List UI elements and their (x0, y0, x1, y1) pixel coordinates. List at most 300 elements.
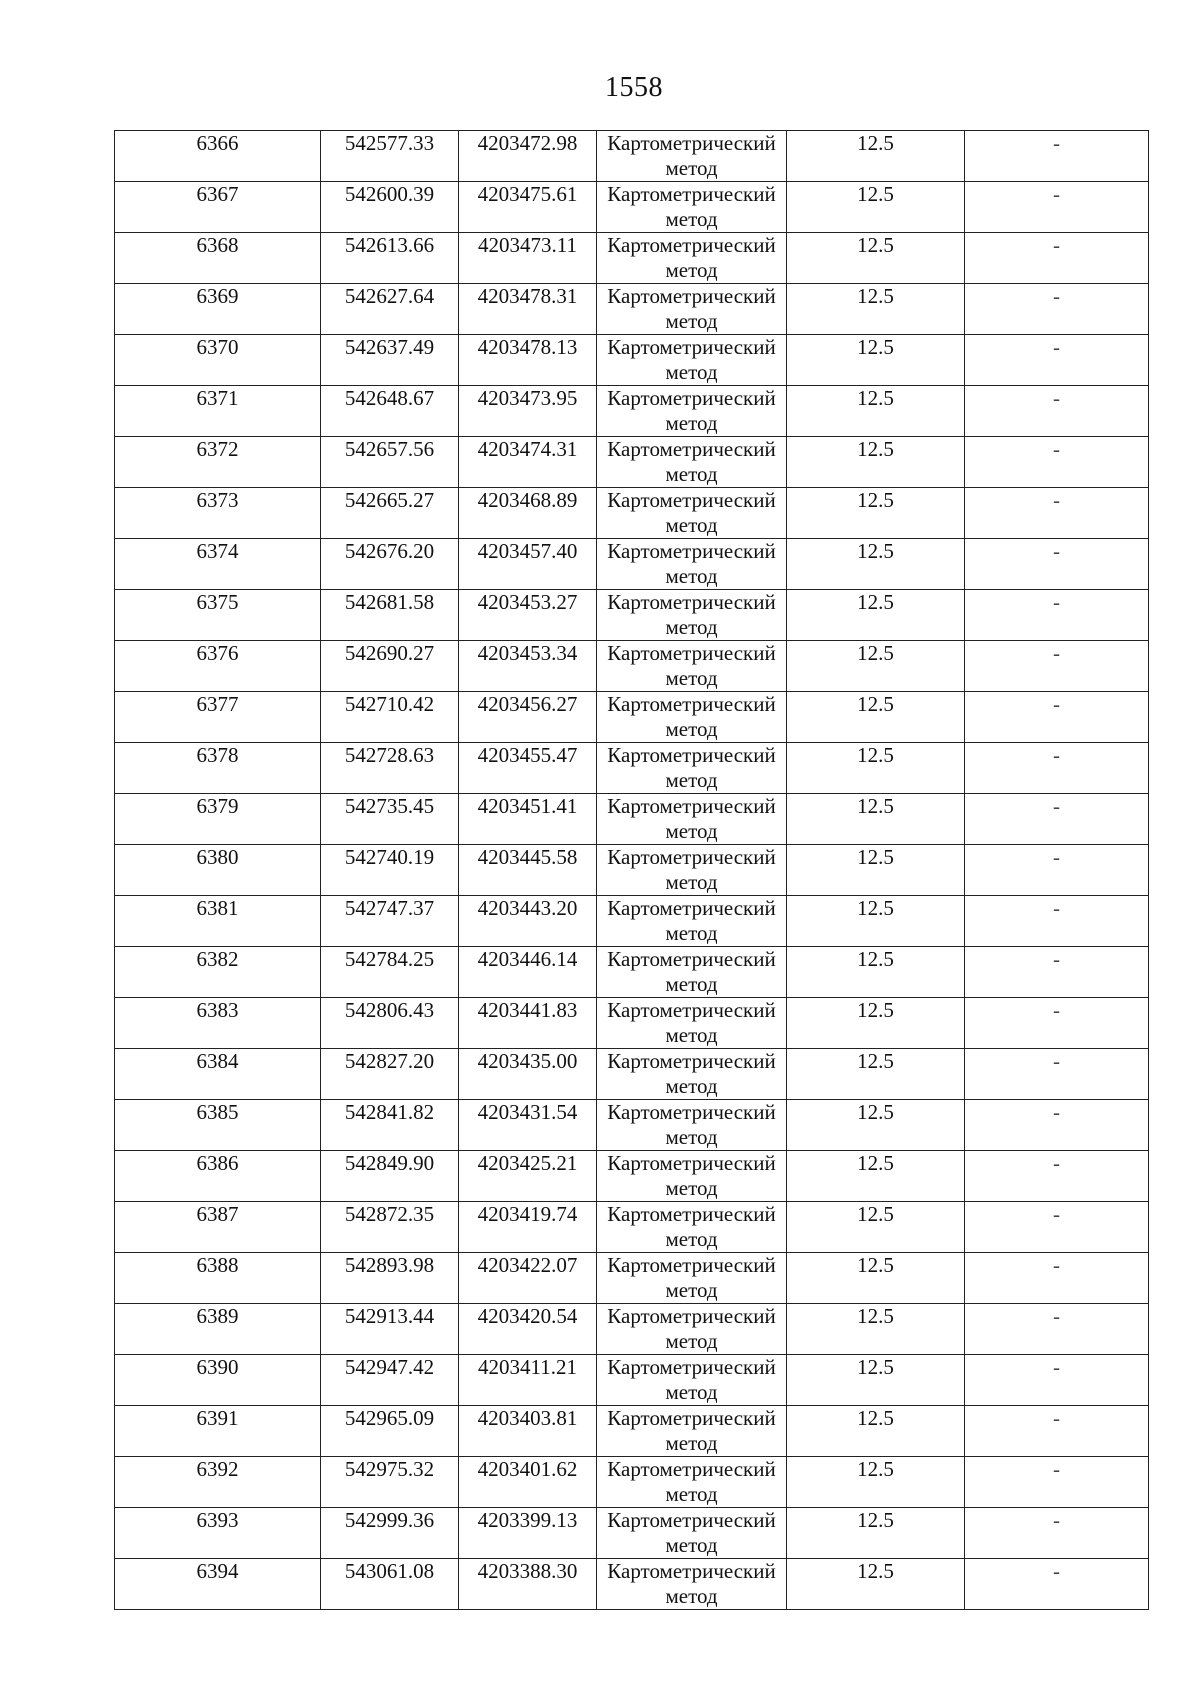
accuracy-text: 12.5 (857, 1559, 894, 1583)
x-coordinate-cell (321, 1406, 459, 1457)
method-text-line2: метод (665, 1023, 718, 1047)
x-coordinate-cell (321, 1151, 459, 1202)
accuracy-cell (787, 437, 965, 488)
accuracy-text: 12.5 (857, 1355, 894, 1379)
y-coordinate-text: 4203441.83 (477, 998, 578, 1022)
table-row (115, 1253, 1149, 1304)
point-number-cell (115, 896, 321, 947)
y-coordinate-text: 4203388.30 (477, 1559, 578, 1583)
method-text-line1: Картометрический (607, 794, 776, 818)
accuracy-cell (787, 1355, 965, 1406)
y-coordinate-text: 4203474.31 (477, 437, 578, 461)
x-coordinate-text: 542965.09 (344, 1406, 435, 1430)
method-text-line1: Картометрический (607, 641, 776, 665)
table-row (115, 641, 1149, 692)
note-text: - (1053, 131, 1060, 155)
x-coordinate-text: 542637.49 (344, 335, 435, 359)
method-text-line2: метод (665, 207, 718, 231)
method-text-line2: метод (665, 1533, 718, 1557)
accuracy-text: 12.5 (857, 794, 894, 818)
point-number-text: 6377 (196, 692, 239, 716)
x-coordinate-text: 542648.67 (344, 386, 435, 410)
method-cell (597, 845, 787, 896)
accuracy-text: 12.5 (857, 896, 894, 920)
y-coordinate-cell (459, 437, 597, 488)
accuracy-cell (787, 1508, 965, 1559)
point-number-cell (115, 437, 321, 488)
x-coordinate-cell (321, 182, 459, 233)
table-row (115, 1559, 1149, 1610)
method-text-line2: метод (665, 258, 718, 282)
point-number-text: 6380 (196, 845, 239, 869)
point-number-cell (115, 1151, 321, 1202)
note-cell (965, 386, 1149, 437)
accuracy-cell (787, 1049, 965, 1100)
y-coordinate-cell (459, 131, 597, 182)
y-coordinate-text: 4203468.89 (477, 488, 578, 512)
note-cell (965, 233, 1149, 284)
accuracy-cell (787, 590, 965, 641)
accuracy-cell (787, 1202, 965, 1253)
table-row (115, 1508, 1149, 1559)
note-text: - (1053, 1508, 1060, 1532)
point-number-text: 6368 (196, 233, 239, 257)
accuracy-cell (787, 1100, 965, 1151)
note-cell (965, 590, 1149, 641)
method-text-line2: метод (665, 1329, 718, 1353)
accuracy-cell (787, 131, 965, 182)
y-coordinate-cell (459, 845, 597, 896)
method-cell (597, 1100, 787, 1151)
note-text: - (1053, 1202, 1060, 1226)
point-number-cell (115, 284, 321, 335)
accuracy-text: 12.5 (857, 845, 894, 869)
method-text-line2: метод (665, 513, 718, 537)
y-coordinate-text: 4203455.47 (477, 743, 578, 767)
x-coordinate-text: 543061.08 (344, 1559, 435, 1583)
x-coordinate-text: 542947.42 (344, 1355, 435, 1379)
method-cell (597, 896, 787, 947)
point-number-text: 6373 (196, 488, 239, 512)
method-text-line2: метод (665, 615, 718, 639)
method-text-line1: Картометрический (607, 1559, 776, 1583)
y-coordinate-text: 4203472.98 (477, 131, 578, 155)
point-number-cell (115, 335, 321, 386)
note-text: - (1053, 1457, 1060, 1481)
table-row (115, 386, 1149, 437)
point-number-text: 6385 (196, 1100, 239, 1124)
y-coordinate-text: 4203473.11 (478, 233, 577, 257)
accuracy-text: 12.5 (857, 1457, 894, 1481)
note-text: - (1053, 1559, 1060, 1583)
note-text: - (1053, 386, 1060, 410)
table-row (115, 845, 1149, 896)
method-text-line1: Картометрический (607, 1355, 776, 1379)
method-cell (597, 284, 787, 335)
note-cell (965, 1508, 1149, 1559)
method-text-line2: метод (665, 1125, 718, 1149)
point-number-text: 6367 (196, 182, 239, 206)
x-coordinate-text: 542999.36 (344, 1508, 435, 1532)
accuracy-cell (787, 743, 965, 794)
accuracy-text: 12.5 (857, 1253, 894, 1277)
table-row (115, 488, 1149, 539)
accuracy-text: 12.5 (857, 1100, 894, 1124)
x-coordinate-text: 542728.63 (344, 743, 435, 767)
method-text-line1: Картометрический (607, 998, 776, 1022)
method-text-line1: Картометрический (607, 590, 776, 614)
x-coordinate-cell (321, 437, 459, 488)
method-text-line1: Картометрический (607, 947, 776, 971)
x-coordinate-text: 542577.33 (344, 131, 435, 155)
point-number-cell (115, 1304, 321, 1355)
method-text-line2: метод (665, 666, 718, 690)
y-coordinate-cell (459, 1049, 597, 1100)
note-cell (965, 998, 1149, 1049)
accuracy-cell (787, 1253, 965, 1304)
accuracy-text: 12.5 (857, 743, 894, 767)
method-text-line1: Картометрический (607, 1253, 776, 1277)
point-number-text: 6391 (196, 1406, 239, 1430)
method-text-line2: метод (665, 156, 718, 180)
method-text-line2: метод (665, 1482, 718, 1506)
method-text-line2: метод (665, 360, 718, 384)
point-number-text: 6390 (196, 1355, 239, 1379)
y-coordinate-text: 4203473.95 (477, 386, 578, 410)
method-text-line1: Картометрический (607, 386, 776, 410)
x-coordinate-cell (321, 335, 459, 386)
x-coordinate-text: 542735.45 (344, 794, 435, 818)
point-number-text: 6370 (196, 335, 239, 359)
point-number-text: 6381 (196, 896, 239, 920)
point-number-cell (115, 488, 321, 539)
accuracy-text: 12.5 (857, 1202, 894, 1226)
point-number-cell (115, 998, 321, 1049)
table-row (115, 1406, 1149, 1457)
method-text-line1: Картометрический (607, 131, 776, 155)
table-row (115, 539, 1149, 590)
method-text-line2: метод (665, 1074, 718, 1098)
method-text-line1: Картометрический (607, 182, 776, 206)
table-row (115, 335, 1149, 386)
accuracy-text: 12.5 (857, 692, 894, 716)
y-coordinate-cell (459, 998, 597, 1049)
accuracy-text: 12.5 (857, 998, 894, 1022)
table-row (115, 437, 1149, 488)
x-coordinate-cell (321, 1355, 459, 1406)
note-text: - (1053, 641, 1060, 665)
method-cell (597, 386, 787, 437)
y-coordinate-text: 4203411.21 (478, 1355, 577, 1379)
point-number-text: 6389 (196, 1304, 239, 1328)
table-row (115, 182, 1149, 233)
accuracy-text: 12.5 (857, 284, 894, 308)
point-number-cell (115, 1100, 321, 1151)
x-coordinate-cell (321, 1457, 459, 1508)
y-coordinate-cell (459, 692, 597, 743)
point-number-cell (115, 641, 321, 692)
y-coordinate-cell (459, 896, 597, 947)
x-coordinate-cell (321, 284, 459, 335)
method-cell (597, 1151, 787, 1202)
accuracy-text: 12.5 (857, 641, 894, 665)
accuracy-text: 12.5 (857, 182, 894, 206)
note-text: - (1053, 1406, 1060, 1430)
method-text-line1: Картометрический (607, 896, 776, 920)
y-coordinate-cell (459, 335, 597, 386)
accuracy-text: 12.5 (857, 437, 894, 461)
y-coordinate-text: 4203419.74 (477, 1202, 578, 1226)
point-number-text: 6383 (196, 998, 239, 1022)
method-text-line1: Картометрический (607, 743, 776, 767)
y-coordinate-text: 4203422.07 (477, 1253, 578, 1277)
method-text-line2: метод (665, 1431, 718, 1455)
x-coordinate-cell (321, 233, 459, 284)
y-coordinate-cell (459, 641, 597, 692)
accuracy-text: 12.5 (857, 1508, 894, 1532)
note-cell (965, 896, 1149, 947)
method-cell (597, 131, 787, 182)
table-row (115, 1355, 1149, 1406)
note-cell (965, 1151, 1149, 1202)
y-coordinate-cell (459, 233, 597, 284)
note-cell (965, 131, 1149, 182)
method-text-line1: Картометрический (607, 1100, 776, 1124)
accuracy-cell (787, 233, 965, 284)
method-text-line1: Картометрический (607, 1304, 776, 1328)
point-number-cell (115, 233, 321, 284)
method-text-line2: метод (665, 768, 718, 792)
x-coordinate-text: 542681.58 (344, 590, 435, 614)
coordinates-table (114, 130, 1149, 1610)
method-cell (597, 437, 787, 488)
note-text: - (1053, 284, 1060, 308)
method-cell (597, 1304, 787, 1355)
point-number-text: 6369 (196, 284, 239, 308)
y-coordinate-text: 4203478.31 (477, 284, 578, 308)
method-text-line2: метод (665, 1176, 718, 1200)
x-coordinate-text: 542975.32 (344, 1457, 435, 1481)
method-text-line1: Картометрический (607, 437, 776, 461)
method-text-line1: Картометрический (607, 335, 776, 359)
y-coordinate-cell (459, 284, 597, 335)
point-number-text: 6375 (196, 590, 239, 614)
note-cell (965, 1355, 1149, 1406)
method-cell (597, 1355, 787, 1406)
method-text-line1: Картометрический (607, 1202, 776, 1226)
x-coordinate-cell (321, 488, 459, 539)
x-coordinate-text: 542600.39 (344, 182, 435, 206)
point-number-cell (115, 1202, 321, 1253)
method-text-line1: Картометрический (607, 1508, 776, 1532)
table-row (115, 1457, 1149, 1508)
x-coordinate-cell (321, 998, 459, 1049)
point-number-text: 6366 (196, 131, 239, 155)
y-coordinate-text: 4203446.14 (477, 947, 578, 971)
point-number-cell (115, 1508, 321, 1559)
method-cell (597, 1406, 787, 1457)
x-coordinate-text: 542893.98 (344, 1253, 435, 1277)
x-coordinate-text: 542627.64 (344, 284, 435, 308)
note-text: - (1053, 488, 1060, 512)
method-text-line2: метод (665, 717, 718, 741)
point-number-cell (115, 1457, 321, 1508)
note-text: - (1053, 1355, 1060, 1379)
point-number-text: 6387 (196, 1202, 239, 1226)
method-text-line1: Картометрический (607, 692, 776, 716)
method-text-line2: метод (665, 309, 718, 333)
x-coordinate-cell (321, 794, 459, 845)
point-number-cell (115, 1355, 321, 1406)
note-text: - (1053, 1253, 1060, 1277)
note-text: - (1053, 692, 1060, 716)
x-coordinate-text: 542806.43 (344, 998, 435, 1022)
y-coordinate-text: 4203451.41 (477, 794, 578, 818)
note-cell (965, 182, 1149, 233)
point-number-cell (115, 1406, 321, 1457)
y-coordinate-text: 4203401.62 (477, 1457, 578, 1481)
x-coordinate-text: 542690.27 (344, 641, 435, 665)
table-row (115, 896, 1149, 947)
y-coordinate-cell (459, 1406, 597, 1457)
method-cell (597, 488, 787, 539)
point-number-cell (115, 947, 321, 998)
x-coordinate-cell (321, 131, 459, 182)
x-coordinate-text: 542676.20 (344, 539, 435, 563)
note-cell (965, 794, 1149, 845)
method-cell (597, 1202, 787, 1253)
accuracy-cell (787, 386, 965, 437)
note-cell (965, 845, 1149, 896)
x-coordinate-cell (321, 1559, 459, 1610)
table-row (115, 1202, 1149, 1253)
point-number-cell (115, 590, 321, 641)
y-coordinate-text: 4203453.27 (477, 590, 578, 614)
method-cell (597, 947, 787, 998)
method-text-line2: метод (665, 819, 718, 843)
method-text-line1: Картометрический (607, 1457, 776, 1481)
table-row (115, 1049, 1149, 1100)
table-row (115, 1304, 1149, 1355)
accuracy-cell (787, 947, 965, 998)
note-text: - (1053, 539, 1060, 563)
y-coordinate-text: 4203431.54 (477, 1100, 578, 1124)
x-coordinate-cell (321, 386, 459, 437)
method-cell (597, 590, 787, 641)
x-coordinate-text: 542784.25 (344, 947, 435, 971)
y-coordinate-text: 4203453.34 (477, 641, 578, 665)
note-cell (965, 1457, 1149, 1508)
note-text: - (1053, 437, 1060, 461)
method-text-line2: метод (665, 462, 718, 486)
point-number-cell (115, 794, 321, 845)
x-coordinate-text: 542613.66 (344, 233, 435, 257)
note-cell (965, 1304, 1149, 1355)
note-cell (965, 641, 1149, 692)
x-coordinate-text: 542849.90 (344, 1151, 435, 1175)
accuracy-cell (787, 692, 965, 743)
y-coordinate-cell (459, 539, 597, 590)
note-cell (965, 539, 1149, 590)
note-cell (965, 1100, 1149, 1151)
x-coordinate-cell (321, 692, 459, 743)
point-number-cell (115, 692, 321, 743)
accuracy-cell (787, 896, 965, 947)
point-number-text: 6394 (196, 1559, 239, 1583)
x-coordinate-cell (321, 896, 459, 947)
method-text-line2: метод (665, 411, 718, 435)
accuracy-text: 12.5 (857, 386, 894, 410)
y-coordinate-cell (459, 488, 597, 539)
y-coordinate-cell (459, 1202, 597, 1253)
note-text: - (1053, 1049, 1060, 1073)
note-cell (965, 1406, 1149, 1457)
accuracy-cell (787, 845, 965, 896)
y-coordinate-text: 4203478.13 (477, 335, 578, 359)
note-text: - (1053, 1304, 1060, 1328)
x-coordinate-cell (321, 1100, 459, 1151)
x-coordinate-cell (321, 1508, 459, 1559)
point-number-text: 6388 (196, 1253, 239, 1277)
point-number-text: 6382 (196, 947, 239, 971)
y-coordinate-text: 4203443.20 (477, 896, 578, 920)
accuracy-cell (787, 284, 965, 335)
point-number-cell (115, 845, 321, 896)
page-number: 1558 (605, 72, 663, 103)
accuracy-cell (787, 1406, 965, 1457)
x-coordinate-text: 542657.56 (344, 437, 435, 461)
note-text: - (1053, 845, 1060, 869)
method-text-line1: Картометрический (607, 233, 776, 257)
y-coordinate-cell (459, 743, 597, 794)
note-cell (965, 743, 1149, 794)
accuracy-cell (787, 998, 965, 1049)
method-text-line1: Картометрический (607, 488, 776, 512)
accuracy-cell (787, 1457, 965, 1508)
method-cell (597, 1253, 787, 1304)
accuracy-text: 12.5 (857, 233, 894, 257)
method-text-line2: метод (665, 1278, 718, 1302)
point-number-text: 6374 (196, 539, 239, 563)
accuracy-text: 12.5 (857, 1406, 894, 1430)
note-text: - (1053, 998, 1060, 1022)
note-text: - (1053, 947, 1060, 971)
note-text: - (1053, 233, 1060, 257)
accuracy-cell (787, 488, 965, 539)
table-body (115, 131, 1149, 1610)
table-row (115, 794, 1149, 845)
y-coordinate-text: 4203399.13 (477, 1508, 578, 1532)
accuracy-text: 12.5 (857, 488, 894, 512)
x-coordinate-text: 542841.82 (344, 1100, 435, 1124)
point-number-cell (115, 386, 321, 437)
accuracy-text: 12.5 (857, 590, 894, 614)
method-cell (597, 1049, 787, 1100)
x-coordinate-cell (321, 1049, 459, 1100)
table-row (115, 692, 1149, 743)
method-text-line2: метод (665, 921, 718, 945)
point-number-text: 6371 (196, 386, 239, 410)
x-coordinate-cell (321, 539, 459, 590)
note-cell (965, 692, 1149, 743)
note-cell (965, 488, 1149, 539)
method-text-line1: Картометрический (607, 539, 776, 563)
accuracy-text: 12.5 (857, 1151, 894, 1175)
note-cell (965, 284, 1149, 335)
accuracy-cell (787, 641, 965, 692)
y-coordinate-cell (459, 590, 597, 641)
x-coordinate-cell (321, 1253, 459, 1304)
